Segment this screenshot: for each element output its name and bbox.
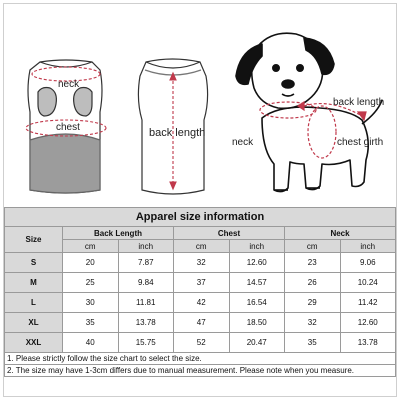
unit-header: inch [118,240,174,253]
size-header: Size [5,227,63,253]
size-cell: XXL [5,333,63,353]
table-cell: 16.54 [229,293,285,313]
table-cell: 14.57 [229,273,285,293]
unit-header: cm [174,240,230,253]
table-cell: 12.60 [340,313,396,333]
group-header-back-length: Back Length [63,227,174,240]
unit-header: cm [285,240,341,253]
table-cell: 26 [285,273,341,293]
size-cell: M [5,273,63,293]
size-note-1: 1. Please strictly follow the size chart to select the size. [5,353,396,365]
table-cell: 29 [285,293,341,313]
table-cell: 10.24 [340,273,396,293]
table-row [5,333,396,353]
table-cell: 25 [63,273,119,293]
table-row [5,253,396,273]
size-cell: S [5,253,63,273]
unit-header: inch [340,240,396,253]
unit-header: inch [229,240,285,253]
note-row [5,365,396,377]
back-length-label: back length [149,127,206,139]
unit-header-row [5,240,396,253]
table-row [5,293,396,313]
size-cell: XL [5,313,63,333]
dog-chest-girth-label: chest girth [337,137,384,148]
table-cell: 23 [285,253,341,273]
table-cell: 32 [174,253,230,273]
dog-neck-label: neck [232,137,254,148]
table-cell: 30 [63,293,119,313]
table-cell: 52 [174,333,230,353]
front-neck-label: neck [58,79,80,90]
size-note-2: 2. The size may have 1-3cm differs due to manual measurement. Please note when you measure. [5,365,396,377]
group-header-row [5,227,396,240]
group-header-neck: Neck [285,227,396,240]
size-chart-title: Apparel size information [5,208,396,227]
table-cell: 9.84 [118,273,174,293]
size-chart-title-row [5,208,396,227]
unit-header: cm [63,240,119,253]
table-cell: 20.47 [229,333,285,353]
table-cell: 40 [63,333,119,353]
dog-back-length-label: back length [333,97,385,108]
table-cell: 42 [174,293,230,313]
table-cell: 15.75 [118,333,174,353]
group-header-chest: Chest [174,227,285,240]
table-cell: 11.42 [340,293,396,313]
table-cell: 13.78 [118,313,174,333]
table-cell: 37 [174,273,230,293]
table-cell: 13.78 [340,333,396,353]
note-row [5,353,396,365]
table-cell: 35 [63,313,119,333]
table-row [5,273,396,293]
table-cell: 18.50 [229,313,285,333]
table-cell: 11.81 [118,293,174,313]
size-cell: L [5,293,63,313]
table-cell: 47 [174,313,230,333]
table-cell: 35 [285,333,341,353]
table-cell: 7.87 [118,253,174,273]
table-cell: 20 [63,253,119,273]
front-chest-label: chest [56,122,80,133]
table-row [5,313,396,333]
table-cell: 9.06 [340,253,396,273]
table-cell: 32 [285,313,341,333]
size-chart-table [4,207,396,377]
table-cell: 12.60 [229,253,285,273]
